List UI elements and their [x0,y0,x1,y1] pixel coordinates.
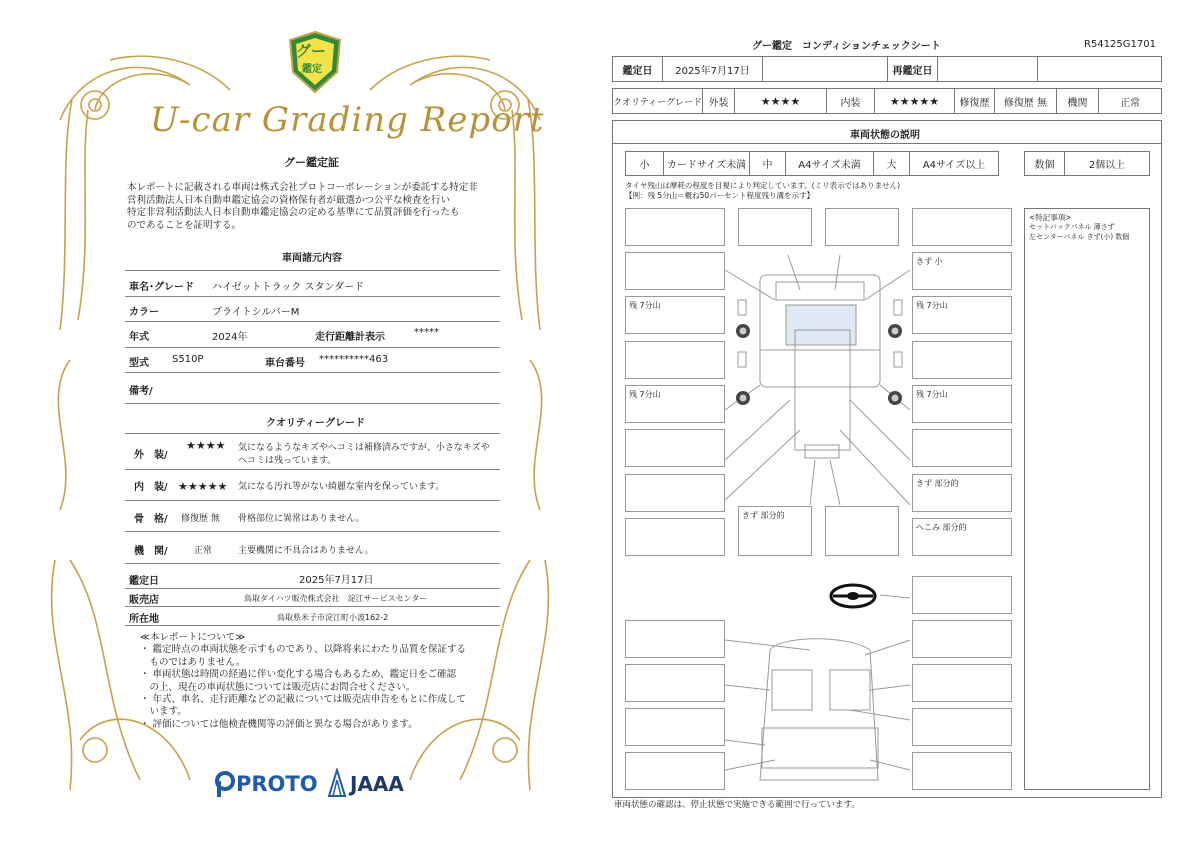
inspection-box [625,296,725,334]
inspection-box [912,752,1012,790]
note-line: ・ 鑑定時点の車両状態を示すものであり、以降将来にわたり品質を保証する [140,644,467,656]
exterior-stars: ★★★★ [186,439,226,452]
tire-note-1: タイヤ残山は摩耗の程度を目視により判定しています。(ミリ表示ではありません) [625,181,901,190]
legend-large-desc: A4サイズ以上 [922,160,986,171]
interior-label: 内 装/ [134,482,168,493]
engine-label: 機関 [1057,89,1099,113]
legend-mid-desc: A4サイズ未満 [786,152,874,175]
inspection-box [625,341,725,379]
name-label: 車名･グレード [129,282,194,293]
interior-text: 気になる汚れ等がない綺麗な室内を保っています。 [238,482,445,492]
inspection-box [912,474,1012,512]
inspection-box [625,752,725,790]
tire-note-2: 【例：残 5分山＝概ね50パーセント程度残り溝を示す】 [625,191,815,200]
reinspect-label: 再鑑定日 [888,57,938,81]
tire-icon [735,390,751,406]
steering-wheel-icon [828,582,878,610]
engine-text: 主要機関に不具合はありません。 [238,546,374,556]
date-value: 2025年7月17日 [299,575,374,586]
intro-line: 特定非営利活動法人日本自動車鑑定協会の定める基準にて品質評価を行ったも [127,207,460,218]
badge-top-text: グー [296,42,327,60]
repair-label: 修復歴 [955,89,995,113]
year-label: 年式 [129,332,149,343]
inspection-box [625,620,725,658]
inspection-box [738,208,812,246]
chassis-label: 車台番号 [265,358,305,369]
proto-logo-text: PROTO [236,772,318,796]
name-value: ハイゼットトラック スタンダード [212,282,365,293]
special-line: セットバックパネル 薄さず [1029,223,1115,231]
inspection-box [912,208,1012,246]
remarks-label: 備考/ [129,386,153,397]
date-label: 鑑定日 [129,576,159,587]
notes-block [140,632,466,731]
inspection-box [912,341,1012,379]
inspection-box [625,708,725,746]
mileage-label: 走行距離計表示 [315,332,385,343]
frame-value: 修復歴 無 [181,514,220,524]
tire-icon [887,390,903,406]
year-value: 2024年 [212,332,248,343]
frame-label: 骨 格/ [134,514,168,525]
script-title: U-car Grading Report [150,100,545,140]
inspection-box [625,429,725,467]
special-notes-box [1024,208,1150,790]
intro-line: 営利活動法人日本自動車鑑定協会の資格保有者が厳選かつ公平な検査を行い [127,194,451,206]
special-title: <特記事項> [1029,213,1072,222]
sheet-title: グー鑑定 コンディションチェックシート [752,41,941,52]
legend-large: 大 [874,152,910,175]
model-label: 型式 [129,358,149,369]
repair-value: 修復歴 無 [995,89,1057,113]
inspection-box [625,208,725,246]
exterior-label: 外 装/ [134,450,168,461]
dealer-label: 販売店 [129,595,159,606]
grade-title: クオリティーグレード [266,418,365,429]
box-label: 残 7分山 [916,301,948,310]
note-line: ・ 年式、車名、走行距離などの記載については販売店申告をもとに作成して [140,694,466,706]
ext-label: 外装 [703,89,735,113]
date-value: 2025年7月17日 [663,57,763,81]
box-label: きず 部分的 [916,479,959,488]
interior-stars: ★★★★★ [178,480,228,493]
inspection-box [625,385,725,423]
int-label: 内装 [827,89,875,113]
intro-line: のであることを証明する。 [127,219,242,231]
inspection-box [912,708,1012,746]
exterior-text-2: ヘコミは残っています。 [238,456,337,466]
chassis-value: **********463 [319,354,389,365]
frame-text: 骨格部位に異常はありません。 [238,514,365,524]
special-line: 左センターパネル きず(小) 数個 [1029,233,1130,241]
inspection-box [912,429,1012,467]
box-label: 残 7分山 [629,390,661,399]
legend-small-desc: カードサイズ未満 [664,152,750,175]
legend-count-desc: 2個以上 [1088,160,1126,171]
inspection-box [912,385,1012,423]
badge-bottom-text: 鑑定 [302,64,322,75]
sheet-footer: 車両状態の確認は、停止状態で実施できる範囲で行っています。 [614,800,860,810]
inspection-box [825,506,899,556]
box-label: きず 部分的 [742,511,785,520]
box-label: へこみ 部分的 [916,523,967,532]
box-label: きず 小 [916,257,943,266]
inspection-box [912,296,1012,334]
legend-mid: 中 [750,152,786,175]
note-line: ・ 車両状態は時間の経過に伴い変化する場合もあるため、鑑定日をご確認 [140,669,457,681]
dealer-value: 鳥取ダイハツ販売株式会社 淀江サービスセンター [244,594,428,603]
box-label: 残 7分山 [629,301,661,310]
cert-title: グー鑑定証 [284,156,339,169]
desc-title: 車両状態の説明 [850,130,920,141]
tire-icon [735,323,751,339]
address-value: 鳥取県米子市淀江町小波162-2 [277,613,389,622]
engine-value: 正常 [1120,97,1140,109]
intro-line: 本レポートに記載される車両は株式会社プロトコーポレーションが委託する特定非 [127,182,478,193]
jaaa-logo-text: JAAA [350,772,404,796]
ext-stars: ★★★★ [735,89,827,113]
date-label: 鑑定日 [613,57,663,81]
mileage-value: ***** [414,327,439,338]
inspection-box [625,474,725,512]
inspection-box [912,664,1012,702]
address-label: 所在地 [129,614,159,625]
model-value: S510P [172,354,204,365]
inspection-box [625,252,725,290]
color-value: ブライトシルバーM [212,307,300,318]
notes-title: ≪本レポートについて≫ [140,632,246,643]
legend-count: 数個 [1025,152,1065,175]
int-stars: ★★★★★ [875,89,955,113]
doc-id: R54125G1701 [1084,39,1156,50]
box-label: 残 7分山 [916,390,948,399]
right-page [600,0,1200,848]
engine-value: 正常 [194,546,213,556]
color-label: カラー [129,307,159,318]
engine-label: 機 関/ [134,546,168,557]
inspection-box [912,252,1012,290]
note-line: ・ 評価については他検査機関等の評価と異なる場合があります。 [140,718,418,730]
proto-logo-icon [214,770,236,798]
inspection-box [912,518,1012,556]
inspection-box [912,576,1012,614]
jaaa-logo-icon [327,768,347,798]
grade-label: クオリティーグレード [613,89,703,113]
legend-small: 小 [626,152,664,175]
inspection-box [912,620,1012,658]
inspection-box [825,208,899,246]
inspection-box [625,518,725,556]
note-line: ものではありません。 [140,656,246,668]
note-line: います。 [140,706,187,718]
tire-icon [887,323,903,339]
inspection-box [738,506,812,556]
inspection-box [625,664,725,702]
intro-text [127,182,478,232]
exterior-text-1: 気になるようなキズやヘコミは補修済みですが、小さなキズや [238,443,490,453]
note-line: の上、現在の車両状態については販売店にお問合せください。 [140,681,416,693]
spec-title: 車両諸元内容 [282,253,342,264]
